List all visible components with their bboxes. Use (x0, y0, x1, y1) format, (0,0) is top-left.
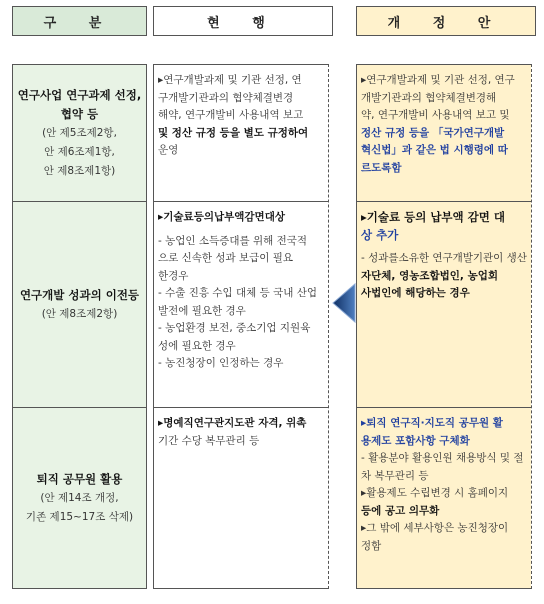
left-arrow-icon (331, 282, 357, 324)
current-line: 기간 수당 복무관리 등 (158, 434, 260, 447)
current-line: - 농업환경 보전, 중소기업 지원육 (158, 322, 311, 334)
revised-line: 르도록함 (361, 161, 402, 174)
current-line: - 수출 진흥 수입 대체 등 국내 산업 (158, 287, 318, 299)
revised-line: 정산 규정 등을 「국가연구개발 (361, 126, 505, 139)
category-title: 퇴직 공무원 활용 (36, 471, 123, 486)
category-ref: 기존 제15~17조 삭제) (25, 510, 134, 523)
revised-line: 혁신법」과 같은 법 시행령에 따 (361, 144, 508, 156)
revised-line: - 성과를소유한 연구개발기관이 생산 (361, 252, 527, 264)
category-ref: 안 제6조제1항, (44, 145, 115, 158)
current-cell-1 (154, 65, 328, 202)
revised-line: 개발기관과의 협약체결변경해 (361, 91, 497, 104)
revised-line: ▸활용제도 수립변경 시 홈페이지 (361, 487, 509, 499)
current-line: ▸기술료등의납부액감면대상 (158, 211, 285, 223)
current-line: 으로 신속한 성과 보급이 필요 (158, 252, 294, 264)
category-ref: (안 제14조 개정, (40, 491, 119, 504)
revised-line: ▸연구개발과제 및 기관 선정, 연구 (361, 74, 515, 86)
revised-column (356, 64, 532, 589)
revised-line: 약, 연구개발비 사용내역 보고 및 (361, 109, 510, 121)
current-column (153, 64, 329, 589)
category-cell-3 (13, 408, 146, 588)
revised-line: 차 복무관리 등 (361, 469, 429, 482)
category-title: 연구사업 연구과제 선정, (17, 87, 142, 102)
category-cell-1 (13, 65, 146, 202)
current-line: 한경우 (158, 269, 189, 282)
category-title: 협약 등 (60, 106, 99, 121)
category-cell-2 (13, 202, 146, 408)
revised-cell-2 (357, 202, 531, 408)
category-ref: 안 제8조제1항) (43, 164, 116, 177)
current-line: ▸명예직연구관지도관 자격, 위촉 (158, 417, 307, 429)
current-line: - 농진청장이 인정하는 경우 (158, 357, 284, 369)
header-current: 현 행 (153, 6, 333, 36)
current-line: 및 정산 규정 등을 별도 규정하여 (158, 126, 309, 139)
current-cell-3 (154, 408, 328, 588)
header-category: 구 분 (12, 6, 147, 36)
revised-line: ▸퇴직 연구직·지도직 공무원 활 (361, 417, 503, 429)
category-column (12, 64, 147, 589)
current-line: 운영 (158, 144, 179, 156)
current-cell-2 (154, 202, 328, 408)
revised-line: ▸기술료 등의 납부액 감면 대 (361, 210, 505, 224)
revised-line: 사법인에 해당하는 경우 (361, 287, 470, 299)
revised-line: - 활용분야 활용인원 채용방식 및 절 (361, 452, 524, 464)
current-line: 성에 필요한 경우 (158, 339, 236, 352)
revised-line: 정함 (361, 539, 382, 552)
header-revised: 개 정 안 (356, 6, 536, 36)
revised-line: 상 추가 (361, 227, 399, 242)
revised-line: 자단체, 영농조합법인, 농업회 (361, 269, 499, 282)
current-line: 발전에 필요한 경우 (158, 304, 246, 317)
revised-line: ▸그 밖에 세부사항은 농진청장이 (361, 522, 509, 534)
revised-line: 용제도 포함사항 구체화 (361, 434, 470, 447)
revised-cell-3 (357, 408, 531, 588)
revised-cell-1 (357, 65, 531, 202)
current-line: 구개발기관과의 협약체결변경 (158, 91, 294, 104)
current-line: 해약, 연구개발비 사용내역 보고 (158, 109, 304, 121)
category-ref: (안 제5조제2항, (42, 126, 117, 139)
current-line: ▸연구개발과제 및 기관 선정, 연 (158, 74, 302, 86)
category-title: 연구개발 성과의 이전등 (19, 287, 140, 302)
revised-line: 등에 공고 의무화 (361, 504, 440, 517)
category-ref: (안 제8조제2항) (41, 307, 118, 320)
current-line: - 농업인 소득증대를 위해 전국적 (158, 234, 307, 247)
